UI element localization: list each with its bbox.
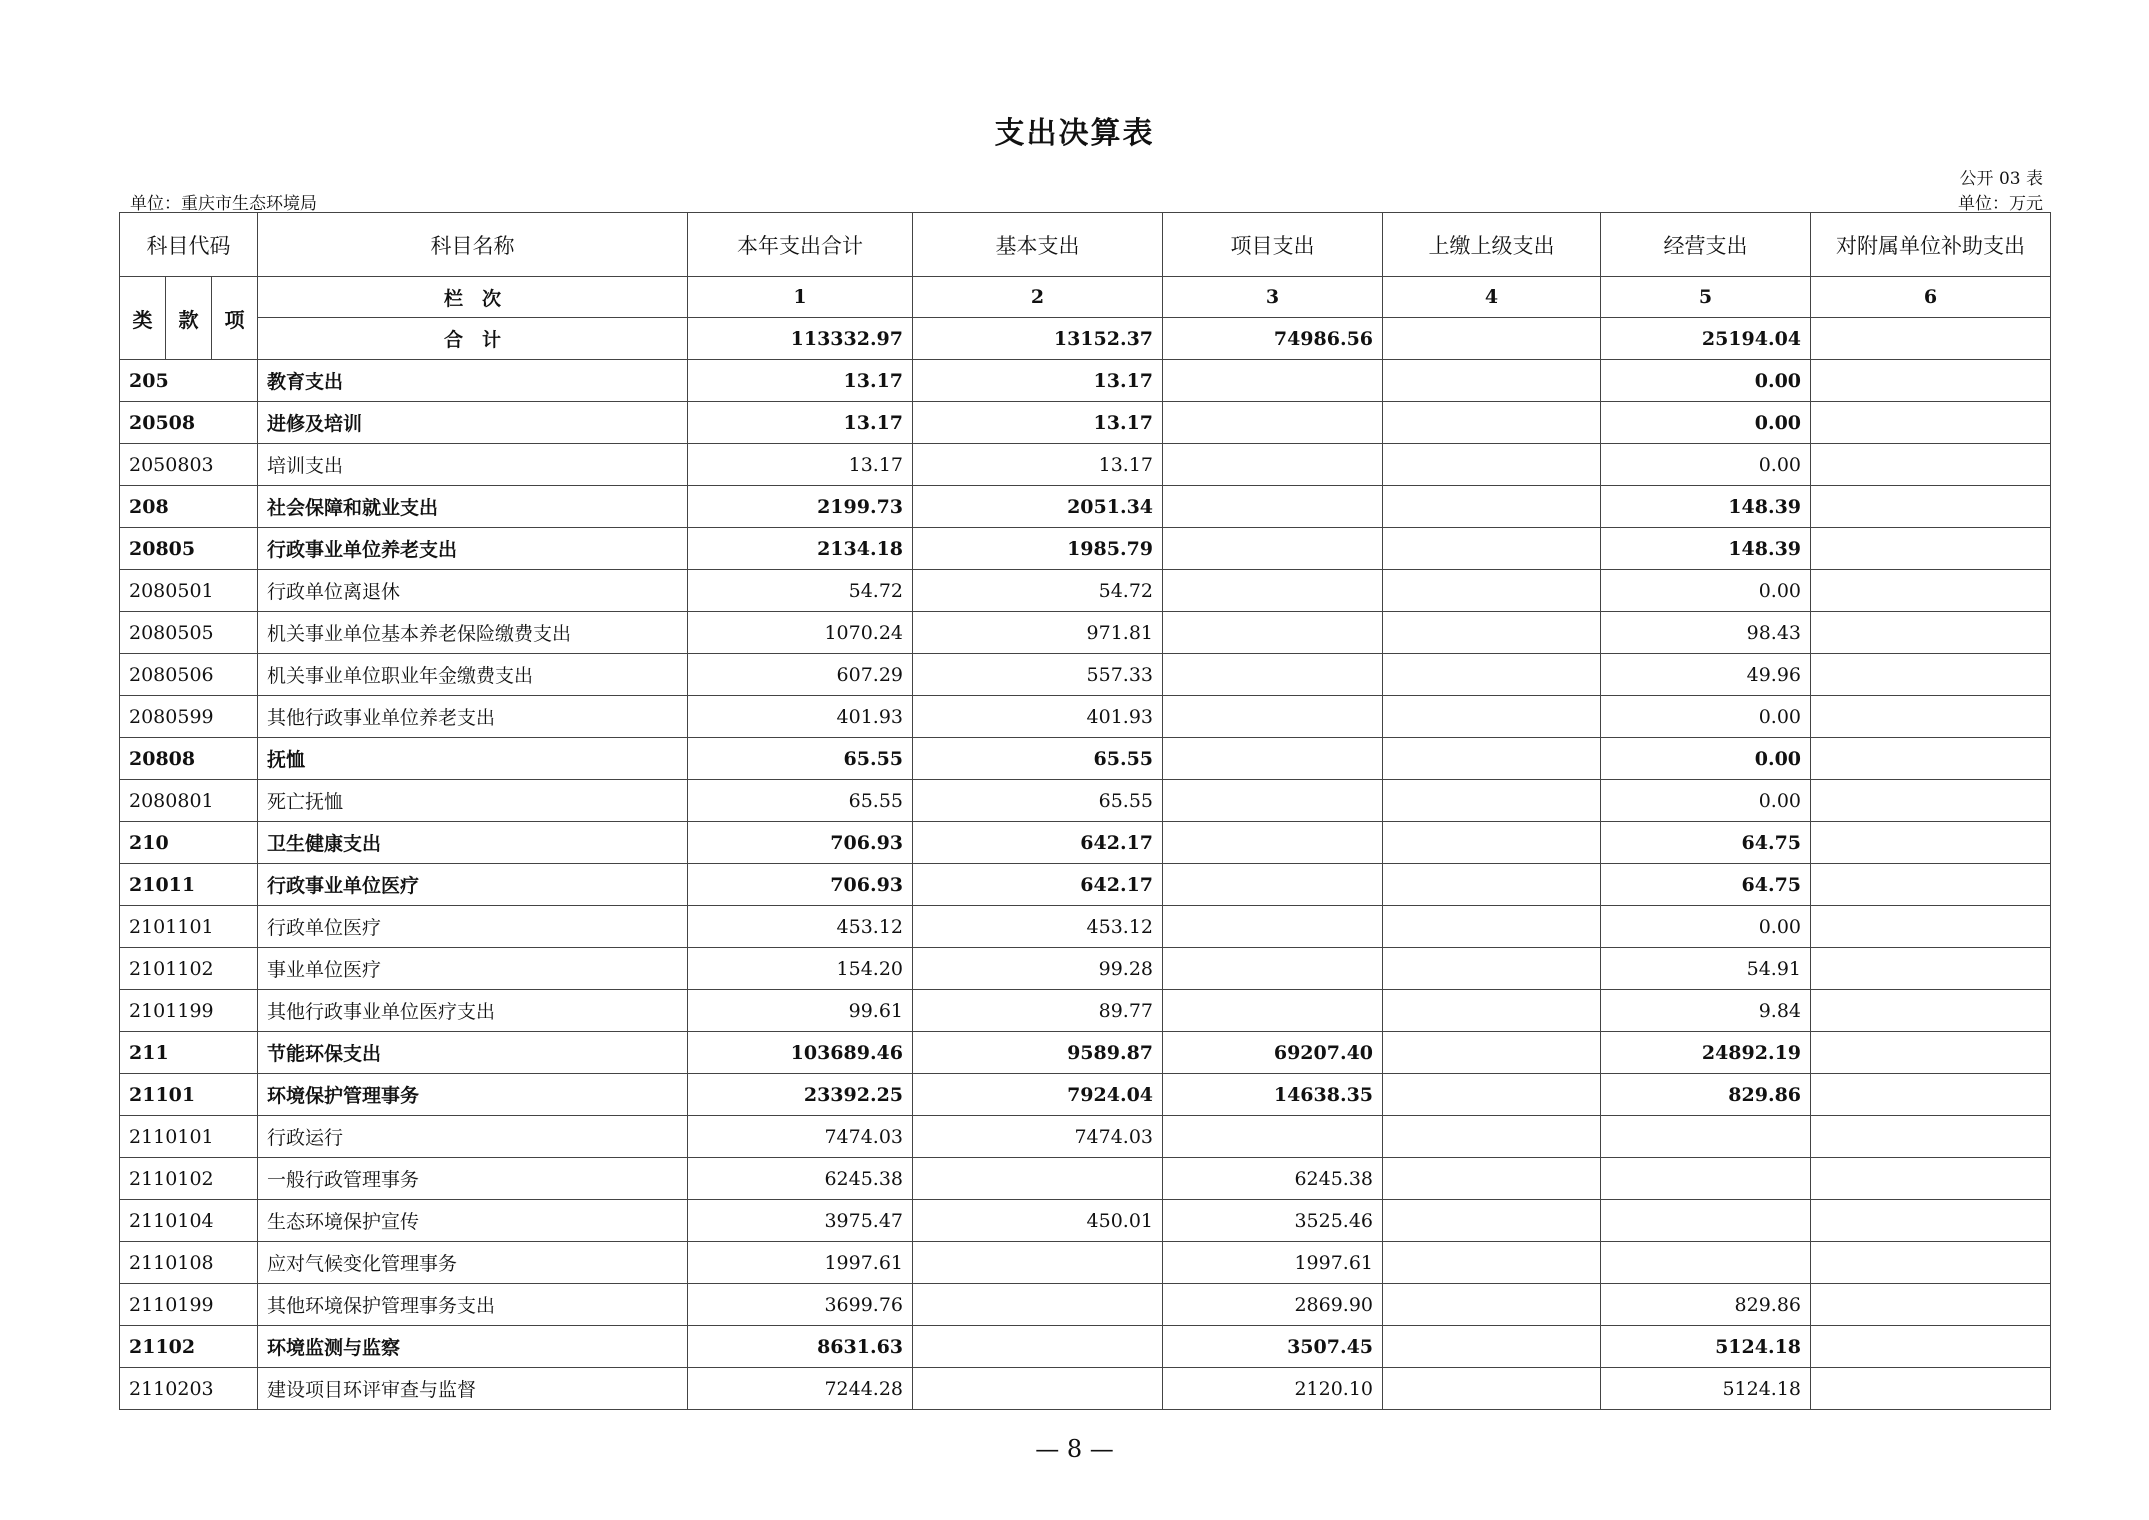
- sub-lei: 类: [120, 277, 166, 360]
- amount-c5: 148.39: [1601, 528, 1811, 570]
- amount-c6: [1811, 570, 2051, 612]
- amount-c3: [1163, 1116, 1383, 1158]
- amount-c5: 24892.19: [1601, 1032, 1811, 1074]
- subject-name: 教育支出: [258, 360, 688, 402]
- amount-c1: 23392.25: [688, 1074, 913, 1116]
- amount-c2: [913, 1368, 1163, 1410]
- amount-c4: [1383, 654, 1601, 696]
- total-c6: [1811, 318, 2051, 360]
- amount-c2: 7924.04: [913, 1074, 1163, 1116]
- table-row: [120, 864, 2051, 906]
- total-c2: 13152.37: [913, 318, 1163, 360]
- amount-c6: [1811, 402, 2051, 444]
- amount-c2: 89.77: [913, 990, 1163, 1032]
- subject-code: 2080801: [120, 780, 258, 822]
- amount-c1: 401.93: [688, 696, 913, 738]
- table-row: [120, 1368, 2051, 1410]
- amount-c6: [1811, 360, 2051, 402]
- amount-c1: 6245.38: [688, 1158, 913, 1200]
- amount-c3: [1163, 528, 1383, 570]
- table-row: [120, 528, 2051, 570]
- amount-c5: 0.00: [1601, 906, 1811, 948]
- amount-c2: 401.93: [913, 696, 1163, 738]
- subject-name: 一般行政管理事务: [258, 1158, 688, 1200]
- amount-c5: 148.39: [1601, 486, 1811, 528]
- amount-c3: [1163, 696, 1383, 738]
- amount-c6: [1811, 738, 2051, 780]
- total-c5: 25194.04: [1601, 318, 1811, 360]
- column-index-label: 栏 次: [258, 277, 688, 318]
- subject-code: 2101101: [120, 906, 258, 948]
- amount-c1: 13.17: [688, 402, 913, 444]
- amount-c3: [1163, 864, 1383, 906]
- table-row: [120, 948, 2051, 990]
- subject-name: 节能环保支出: [258, 1032, 688, 1074]
- column-index: 6: [1811, 277, 2051, 318]
- amount-c5: [1601, 1200, 1811, 1242]
- amount-c3: 3525.46: [1163, 1200, 1383, 1242]
- amount-c4: [1383, 570, 1601, 612]
- subject-code: 2101199: [120, 990, 258, 1032]
- amount-c2: [913, 1158, 1163, 1200]
- amount-c5: [1601, 1116, 1811, 1158]
- amount-c3: 1997.61: [1163, 1242, 1383, 1284]
- amount-c3: [1163, 444, 1383, 486]
- amount-c5: 0.00: [1601, 570, 1811, 612]
- amount-c2: 453.12: [913, 906, 1163, 948]
- amount-c2: 7474.03: [913, 1116, 1163, 1158]
- amount-c6: [1811, 1326, 2051, 1368]
- amount-c2: 642.17: [913, 864, 1163, 906]
- amount-c6: [1811, 1074, 2051, 1116]
- unit-organization: 单位：重庆市生态环境局: [130, 194, 317, 214]
- subject-code: 21101: [120, 1074, 258, 1116]
- subject-code: 205: [120, 360, 258, 402]
- amount-c4: [1383, 1158, 1601, 1200]
- table-row: [120, 696, 2051, 738]
- sub-xiang: 项: [212, 277, 258, 360]
- subject-name: 事业单位医疗: [258, 948, 688, 990]
- amount-c6: [1811, 822, 2051, 864]
- amount-c3: [1163, 780, 1383, 822]
- amount-c2: 557.33: [913, 654, 1163, 696]
- amount-c1: 706.93: [688, 822, 913, 864]
- amount-c5: 54.91: [1601, 948, 1811, 990]
- subject-name: 行政单位离退休: [258, 570, 688, 612]
- amount-c6: [1811, 654, 2051, 696]
- amount-c6: [1811, 444, 2051, 486]
- page-number: — 8 —: [1035, 1435, 1114, 1463]
- amount-c3: [1163, 360, 1383, 402]
- amount-c4: [1383, 864, 1601, 906]
- amount-c5: [1601, 1158, 1811, 1200]
- subject-name: 进修及培训: [258, 402, 688, 444]
- subject-name: 其他行政事业单位医疗支出: [258, 990, 688, 1032]
- amount-c4: [1383, 1368, 1601, 1410]
- amount-c3: [1163, 402, 1383, 444]
- amount-c3: [1163, 906, 1383, 948]
- unit-currency: 单位：万元: [1958, 194, 2043, 214]
- table-row: [120, 1116, 2051, 1158]
- amount-c1: 99.61: [688, 990, 913, 1032]
- amount-c1: 7474.03: [688, 1116, 913, 1158]
- amount-c3: 14638.35: [1163, 1074, 1383, 1116]
- amount-c1: 7244.28: [688, 1368, 913, 1410]
- amount-c2: 450.01: [913, 1200, 1163, 1242]
- amount-c1: 3699.76: [688, 1284, 913, 1326]
- subject-name: 行政事业单位养老支出: [258, 528, 688, 570]
- table-row: [120, 906, 2051, 948]
- subject-code: 20805: [120, 528, 258, 570]
- table-row: [120, 1032, 2051, 1074]
- subject-name: 行政事业单位医疗: [258, 864, 688, 906]
- table-row: [120, 990, 2051, 1032]
- amount-c3: 69207.40: [1163, 1032, 1383, 1074]
- amount-c4: [1383, 486, 1601, 528]
- amount-c6: [1811, 1368, 2051, 1410]
- amount-c6: [1811, 1032, 2051, 1074]
- subject-code: 2110108: [120, 1242, 258, 1284]
- subject-name: 环境保护管理事务: [258, 1074, 688, 1116]
- header-c2: 基本支出: [913, 213, 1163, 277]
- amount-c6: [1811, 780, 2051, 822]
- amount-c4: [1383, 738, 1601, 780]
- amount-c4: [1383, 444, 1601, 486]
- amount-c6: [1811, 1200, 2051, 1242]
- amount-c3: [1163, 570, 1383, 612]
- amount-c1: 8631.63: [688, 1326, 913, 1368]
- amount-c2: 54.72: [913, 570, 1163, 612]
- amount-c5: 64.75: [1601, 864, 1811, 906]
- amount-c2: 65.55: [913, 738, 1163, 780]
- amount-c3: [1163, 612, 1383, 654]
- subject-name: 行政运行: [258, 1116, 688, 1158]
- amount-c5: 829.86: [1601, 1284, 1811, 1326]
- amount-c2: 642.17: [913, 822, 1163, 864]
- amount-c6: [1811, 906, 2051, 948]
- subject-code: 2080505: [120, 612, 258, 654]
- amount-c5: 0.00: [1601, 738, 1811, 780]
- amount-c4: [1383, 1326, 1601, 1368]
- amount-c3: [1163, 990, 1383, 1032]
- amount-c3: [1163, 822, 1383, 864]
- amount-c4: [1383, 1284, 1601, 1326]
- table-row: [120, 738, 2051, 780]
- amount-c6: [1811, 696, 2051, 738]
- amount-c6: [1811, 1158, 2051, 1200]
- subject-code: 210: [120, 822, 258, 864]
- page-title: 支出决算表: [994, 116, 1155, 151]
- amount-c1: 103689.46: [688, 1032, 913, 1074]
- header-c6: 对附属单位补助支出: [1811, 213, 2051, 277]
- amount-c4: [1383, 402, 1601, 444]
- subject-name: 死亡抚恤: [258, 780, 688, 822]
- amount-c5: 829.86: [1601, 1074, 1811, 1116]
- subject-code: 211: [120, 1032, 258, 1074]
- amount-c2: 99.28: [913, 948, 1163, 990]
- amount-c1: 607.29: [688, 654, 913, 696]
- subject-name: 应对气候变化管理事务: [258, 1242, 688, 1284]
- amount-c1: 1070.24: [688, 612, 913, 654]
- amount-c5: [1601, 1242, 1811, 1284]
- table-row: [120, 1326, 2051, 1368]
- sub-kuan: 款: [166, 277, 212, 360]
- table-row: [120, 402, 2051, 444]
- header-c3: 项目支出: [1163, 213, 1383, 277]
- amount-c5: 0.00: [1601, 780, 1811, 822]
- amount-c1: 54.72: [688, 570, 913, 612]
- subject-name: 机关事业单位职业年金缴费支出: [258, 654, 688, 696]
- subject-name: 建设项目环评审查与监督: [258, 1368, 688, 1410]
- amount-c4: [1383, 360, 1601, 402]
- amount-c1: 453.12: [688, 906, 913, 948]
- subject-code: 2101102: [120, 948, 258, 990]
- amount-c4: [1383, 1200, 1601, 1242]
- amount-c3: [1163, 738, 1383, 780]
- amount-c4: [1383, 822, 1601, 864]
- total-c3: 74986.56: [1163, 318, 1383, 360]
- subject-code: 2110104: [120, 1200, 258, 1242]
- header-c4: 上缴上级支出: [1383, 213, 1601, 277]
- amount-c2: [913, 1284, 1163, 1326]
- amount-c4: [1383, 528, 1601, 570]
- header-c5: 经营支出: [1601, 213, 1811, 277]
- amount-c5: 98.43: [1601, 612, 1811, 654]
- amount-c4: [1383, 1242, 1601, 1284]
- amount-c1: 65.55: [688, 780, 913, 822]
- amount-c2: 971.81: [913, 612, 1163, 654]
- amount-c3: [1163, 486, 1383, 528]
- table-row: [120, 1158, 2051, 1200]
- amount-c5: 9.84: [1601, 990, 1811, 1032]
- table-row: [120, 822, 2051, 864]
- amount-c6: [1811, 486, 2051, 528]
- subject-name: 其他环境保护管理事务支出: [258, 1284, 688, 1326]
- amount-c4: [1383, 1032, 1601, 1074]
- subject-code: 2110203: [120, 1368, 258, 1410]
- amount-c1: 2134.18: [688, 528, 913, 570]
- amount-c5: 0.00: [1601, 402, 1811, 444]
- amount-c3: 3507.45: [1163, 1326, 1383, 1368]
- amount-c1: 1997.61: [688, 1242, 913, 1284]
- table-row: [120, 780, 2051, 822]
- amount-c3: [1163, 948, 1383, 990]
- amount-c6: [1811, 1242, 2051, 1284]
- subject-name: 抚恤: [258, 738, 688, 780]
- amount-c2: [913, 1326, 1163, 1368]
- amount-c5: 0.00: [1601, 444, 1811, 486]
- header-name: 科目名称: [258, 213, 688, 277]
- amount-c4: [1383, 696, 1601, 738]
- amount-c5: 64.75: [1601, 822, 1811, 864]
- subject-code: 2110199: [120, 1284, 258, 1326]
- amount-c2: [913, 1242, 1163, 1284]
- subject-code: 208: [120, 486, 258, 528]
- total-c4: [1383, 318, 1601, 360]
- subject-code: 20508: [120, 402, 258, 444]
- amount-c2: 1985.79: [913, 528, 1163, 570]
- amount-c4: [1383, 612, 1601, 654]
- subject-code: 2050803: [120, 444, 258, 486]
- header-c1: 本年支出合计: [688, 213, 913, 277]
- amount-c3: 2120.10: [1163, 1368, 1383, 1410]
- amount-c6: [1811, 864, 2051, 906]
- amount-c1: 3975.47: [688, 1200, 913, 1242]
- subject-name: 行政单位医疗: [258, 906, 688, 948]
- column-index: 5: [1601, 277, 1811, 318]
- amount-c5: 0.00: [1601, 696, 1811, 738]
- subject-code: 2110102: [120, 1158, 258, 1200]
- amount-c4: [1383, 990, 1601, 1032]
- total-row: [120, 318, 2051, 360]
- amount-c4: [1383, 906, 1601, 948]
- table-row: [120, 1242, 2051, 1284]
- subject-name: 社会保障和就业支出: [258, 486, 688, 528]
- table-row: [120, 612, 2051, 654]
- table-row: [120, 486, 2051, 528]
- subject-code: 20808: [120, 738, 258, 780]
- column-index: 3: [1163, 277, 1383, 318]
- table-row: [120, 570, 2051, 612]
- amount-c4: [1383, 1116, 1601, 1158]
- subject-code: 2080501: [120, 570, 258, 612]
- amount-c6: [1811, 948, 2051, 990]
- subject-code: 21102: [120, 1326, 258, 1368]
- amount-c6: [1811, 1116, 2051, 1158]
- amount-c6: [1811, 1284, 2051, 1326]
- form-number: 公开 03 表: [1959, 169, 2043, 189]
- amount-c2: 65.55: [913, 780, 1163, 822]
- amount-c2: 2051.34: [913, 486, 1163, 528]
- table-row: [120, 654, 2051, 696]
- total-c1: 113332.97: [688, 318, 913, 360]
- amount-c1: 13.17: [688, 444, 913, 486]
- subject-code: 21011: [120, 864, 258, 906]
- amount-c5: 5124.18: [1601, 1326, 1811, 1368]
- amount-c6: [1811, 612, 2051, 654]
- subject-name: 卫生健康支出: [258, 822, 688, 864]
- column-index: 4: [1383, 277, 1601, 318]
- amount-c3: 6245.38: [1163, 1158, 1383, 1200]
- amount-c4: [1383, 948, 1601, 990]
- amount-c2: 9589.87: [913, 1032, 1163, 1074]
- amount-c4: [1383, 1074, 1601, 1116]
- subject-name: 机关事业单位基本养老保险缴费支出: [258, 612, 688, 654]
- amount-c1: 13.17: [688, 360, 913, 402]
- amount-c5: 49.96: [1601, 654, 1811, 696]
- amount-c3: 2869.90: [1163, 1284, 1383, 1326]
- amount-c1: 706.93: [688, 864, 913, 906]
- table-row: [120, 1074, 2051, 1116]
- amount-c5: 5124.18: [1601, 1368, 1811, 1410]
- amount-c4: [1383, 780, 1601, 822]
- amount-c2: 13.17: [913, 360, 1163, 402]
- column-index: 2: [913, 277, 1163, 318]
- table-row: [120, 1200, 2051, 1242]
- amount-c3: [1163, 654, 1383, 696]
- amount-c1: 65.55: [688, 738, 913, 780]
- table-row: [120, 1284, 2051, 1326]
- amount-c2: 13.17: [913, 444, 1163, 486]
- expenditure-table: [119, 212, 2051, 1410]
- subject-name: 环境监测与监察: [258, 1326, 688, 1368]
- amount-c5: 0.00: [1601, 360, 1811, 402]
- subject-code: 2110101: [120, 1116, 258, 1158]
- subject-name: 生态环境保护宣传: [258, 1200, 688, 1242]
- amount-c1: 2199.73: [688, 486, 913, 528]
- amount-c6: [1811, 528, 2051, 570]
- amount-c6: [1811, 990, 2051, 1032]
- total-label: 合 计: [258, 318, 688, 360]
- subject-code: 2080599: [120, 696, 258, 738]
- amount-c2: 13.17: [913, 402, 1163, 444]
- amount-c1: 154.20: [688, 948, 913, 990]
- subject-name: 其他行政事业单位养老支出: [258, 696, 688, 738]
- column-index: 1: [688, 277, 913, 318]
- table-row: [120, 444, 2051, 486]
- header-code: 科目代码: [120, 213, 258, 277]
- subject-code: 2080506: [120, 654, 258, 696]
- table-row: [120, 360, 2051, 402]
- subject-name: 培训支出: [258, 444, 688, 486]
